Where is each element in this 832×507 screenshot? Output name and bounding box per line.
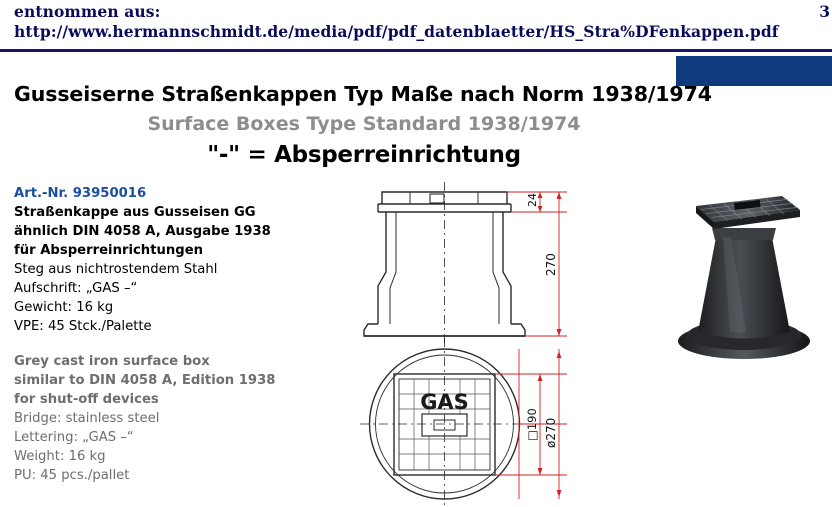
page-title-de: Gusseiserne Straßenkappen Typ Maße nach Norm 1938/1974: [14, 82, 712, 106]
dim-lid-thickness-label: 24: [526, 193, 539, 207]
source-label: entnommen aus:: [14, 2, 161, 21]
source-url[interactable]: http://www.hermannschmidt.de/media/pdf/pdf_datenblaetter/HS_Stra%DFenkappen.pdf: [14, 22, 779, 42]
spec-en-line-5: Lettering: „GAS –“: [14, 430, 134, 445]
spec-de-line-7: VPE: 45 Stck./Palette: [14, 319, 152, 334]
lid-lettering: GAS: [420, 390, 469, 414]
product-photo: [660, 182, 828, 362]
spec-en-line-1: Grey cast iron surface box: [14, 354, 210, 369]
technical-drawing: [352, 176, 597, 501]
spec-en-line-3: for shut-off devices: [14, 392, 159, 407]
subtitle-note: "-" = Absperreinrichtung: [207, 142, 521, 168]
page-title-en: Surface Boxes Type Standard 1938/1974: [147, 113, 581, 135]
spec-en-line-6: Weight: 16 kg: [14, 449, 106, 464]
spec-english: [14, 352, 334, 485]
spec-en-line-2: similar to DIN 4058 A, Edition 1938: [14, 373, 276, 388]
header-divider: [0, 49, 832, 52]
spec-de-line-2: ähnlich DIN 4058 A, Ausgabe 1938: [14, 224, 271, 239]
spec-de-line-4: Steg aus nichtrostendem Stahl: [14, 262, 218, 277]
spec-en-line-4: Bridge: stainless steel: [14, 411, 160, 426]
page-number: 3: [819, 2, 830, 21]
spec-de-line-3: für Absperreinrichtungen: [14, 243, 204, 258]
dim-height-label: 270: [544, 253, 558, 276]
spec-en-line-7: PU: 45 pcs./pallet: [14, 468, 130, 483]
spec-de-line-6: Gewicht: 16 kg: [14, 300, 114, 315]
spec-de-line-1: Straßenkappe aus Gusseisen GG: [14, 205, 256, 220]
source-block: [14, 2, 814, 43]
spec-de-line-5: Aufschrift: „GAS –“: [14, 281, 138, 296]
spec-german: [14, 184, 334, 336]
dim-diameter-label: ø270: [544, 417, 558, 448]
article-number: Art.-Nr. 93950016: [14, 186, 147, 201]
dim-square-label: □190: [525, 408, 539, 441]
